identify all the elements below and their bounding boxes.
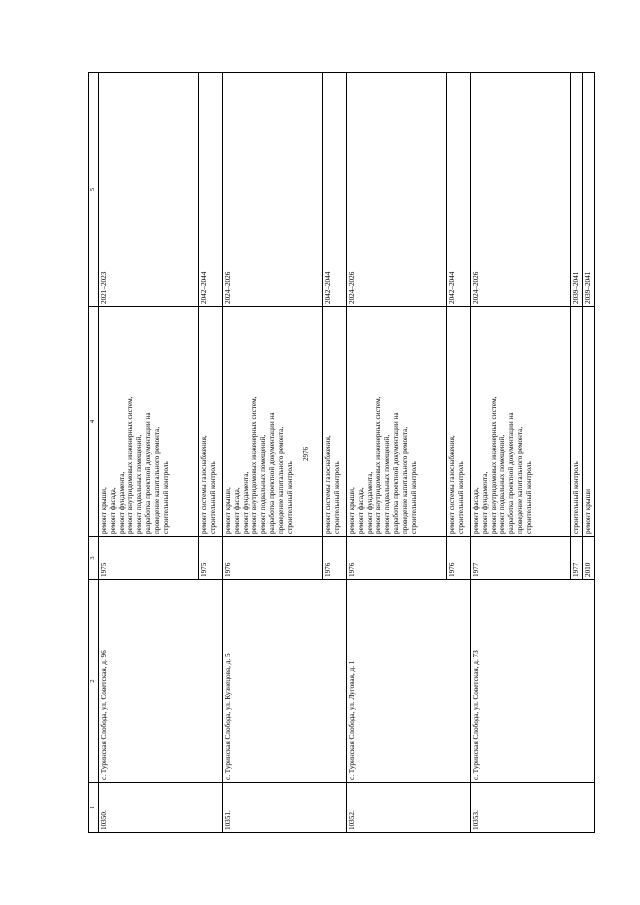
work-item: ремонт внутридомовых инженерных систем, <box>250 396 259 534</box>
work-item: ремонт фундамента, <box>117 471 126 534</box>
work-item: разработка проектной документации на <box>143 412 152 534</box>
works-cell <box>571 307 583 537</box>
period-cell: 2042–2044 <box>447 73 471 307</box>
work-item: ремонт системы газоснабжения, <box>324 435 332 534</box>
table-row <box>223 73 323 833</box>
row-number-cell: 10351. <box>223 783 347 833</box>
repair-schedule-table <box>88 72 595 833</box>
works-cell <box>471 307 571 537</box>
works-cell <box>582 307 594 537</box>
table-row <box>347 73 447 833</box>
table-body <box>99 73 595 833</box>
year-cell: 1976 <box>447 537 471 580</box>
work-item: строительный контроль <box>456 461 465 534</box>
work-item: ремонт фасада, <box>232 487 241 534</box>
work-item: строительный контроль <box>161 461 170 534</box>
period-cell: 2024–2026 <box>347 73 447 307</box>
work-item: ремонт крыши <box>583 488 592 534</box>
address-cell: с. Туринская Слобода, ул. Кузнецова, д. 5 <box>223 580 347 783</box>
work-item: строительный контроль <box>572 461 580 534</box>
work-item: ремонт крыши, <box>224 487 232 534</box>
table-row <box>471 73 571 833</box>
year-cell: 1976 <box>323 537 347 580</box>
period-cell: 2042–2044 <box>323 73 347 307</box>
address-cell: с. Туринская Слобода, ул. Советская, д. 96 <box>99 580 223 783</box>
work-item: ремонт фасада, <box>472 487 480 534</box>
period-cell: 2039–2041 <box>582 73 594 307</box>
work-item: строительный контроль <box>409 461 418 534</box>
work-item: ремонт крыши, <box>100 487 108 534</box>
table-row <box>99 73 199 833</box>
period-cell: 2039–2041 <box>571 73 583 307</box>
work-item: ремонт фасада, <box>108 487 117 534</box>
work-item: проведение капитального ремонта, <box>276 426 285 534</box>
rotated-table-container <box>88 73 592 833</box>
period-cell: 2024–2026 <box>471 73 571 307</box>
header-col-3: 3 <box>89 537 99 580</box>
work-item: ремонт внутридомовых инженерных систем, <box>126 396 135 534</box>
work-item: ремонт внутридомовых инженерных систем, <box>374 396 383 534</box>
work-item: ремонт внутридомовых инженерных систем, <box>489 396 498 534</box>
year-cell: 1977 <box>471 537 571 580</box>
work-item: проведение капитального ремонта, <box>515 426 524 534</box>
work-item: ремонт фундамента, <box>241 471 250 534</box>
work-item: ремонт подвальных помещений, <box>259 434 268 534</box>
year-cell: 1976 <box>347 537 447 580</box>
work-item: ремонт подвальных помещений, <box>135 434 144 534</box>
header-col-1: 1 <box>89 783 99 833</box>
page-number: 2976 <box>302 447 310 461</box>
header-col-2: 2 <box>89 580 99 783</box>
works-cell <box>323 307 347 537</box>
work-item: строительный контроль <box>524 461 533 534</box>
work-item: ремонт фасада, <box>356 487 365 534</box>
row-number-cell: 10353. <box>471 783 595 833</box>
row-number-cell: 10352. <box>347 783 471 833</box>
row-number-cell: 10350. <box>99 783 223 833</box>
year-cell: 1976 <box>223 537 323 580</box>
year-cell: 1975 <box>99 537 199 580</box>
work-item: ремонт фундамента, <box>480 471 489 534</box>
address-cell: с. Туринская Слобода, ул. Луговая, д. 1 <box>347 580 471 783</box>
work-item: строительный контроль <box>285 461 294 534</box>
work-item: строительный контроль <box>332 461 341 534</box>
year-cell: 1977 <box>571 537 583 580</box>
period-cell: 2024–2026 <box>223 73 323 307</box>
works-cell <box>223 307 323 537</box>
header-col-4: 4 <box>89 307 99 537</box>
work-item: ремонт подвальных помещений, <box>383 434 392 534</box>
works-cell <box>347 307 447 537</box>
period-cell: 2042–2044 <box>199 73 223 307</box>
work-item: ремонт системы газоснабжения, <box>448 435 456 534</box>
period-cell: 2021–2023 <box>99 73 199 307</box>
address-cell: с. Туринская Слобода, ул. Советская, д. 73 <box>471 580 595 783</box>
work-item: ремонт системы газоснабжения, <box>200 435 208 534</box>
table-frame <box>88 73 592 833</box>
work-item: проведение капитального ремонта, <box>152 426 161 534</box>
work-item: разработка проектной документации на <box>267 412 276 534</box>
work-item: разработка проектной документации на <box>507 412 516 534</box>
works-cell <box>99 307 199 537</box>
work-item: строительный контроль <box>208 461 217 534</box>
year-cell: 2010 <box>582 537 594 580</box>
works-cell <box>447 307 471 537</box>
work-item: проведение капитального ремонта, <box>400 426 409 534</box>
header-col-5: 5 <box>89 73 99 307</box>
work-item: ремонт подвальных помещений, <box>498 434 507 534</box>
works-cell <box>199 307 223 537</box>
header-row <box>89 73 99 833</box>
work-item: ремонт крыши, <box>348 487 356 534</box>
year-cell: 1975 <box>199 537 223 580</box>
work-item: разработка проектной документации на <box>391 412 400 534</box>
work-item: ремонт фундамента, <box>365 471 374 534</box>
